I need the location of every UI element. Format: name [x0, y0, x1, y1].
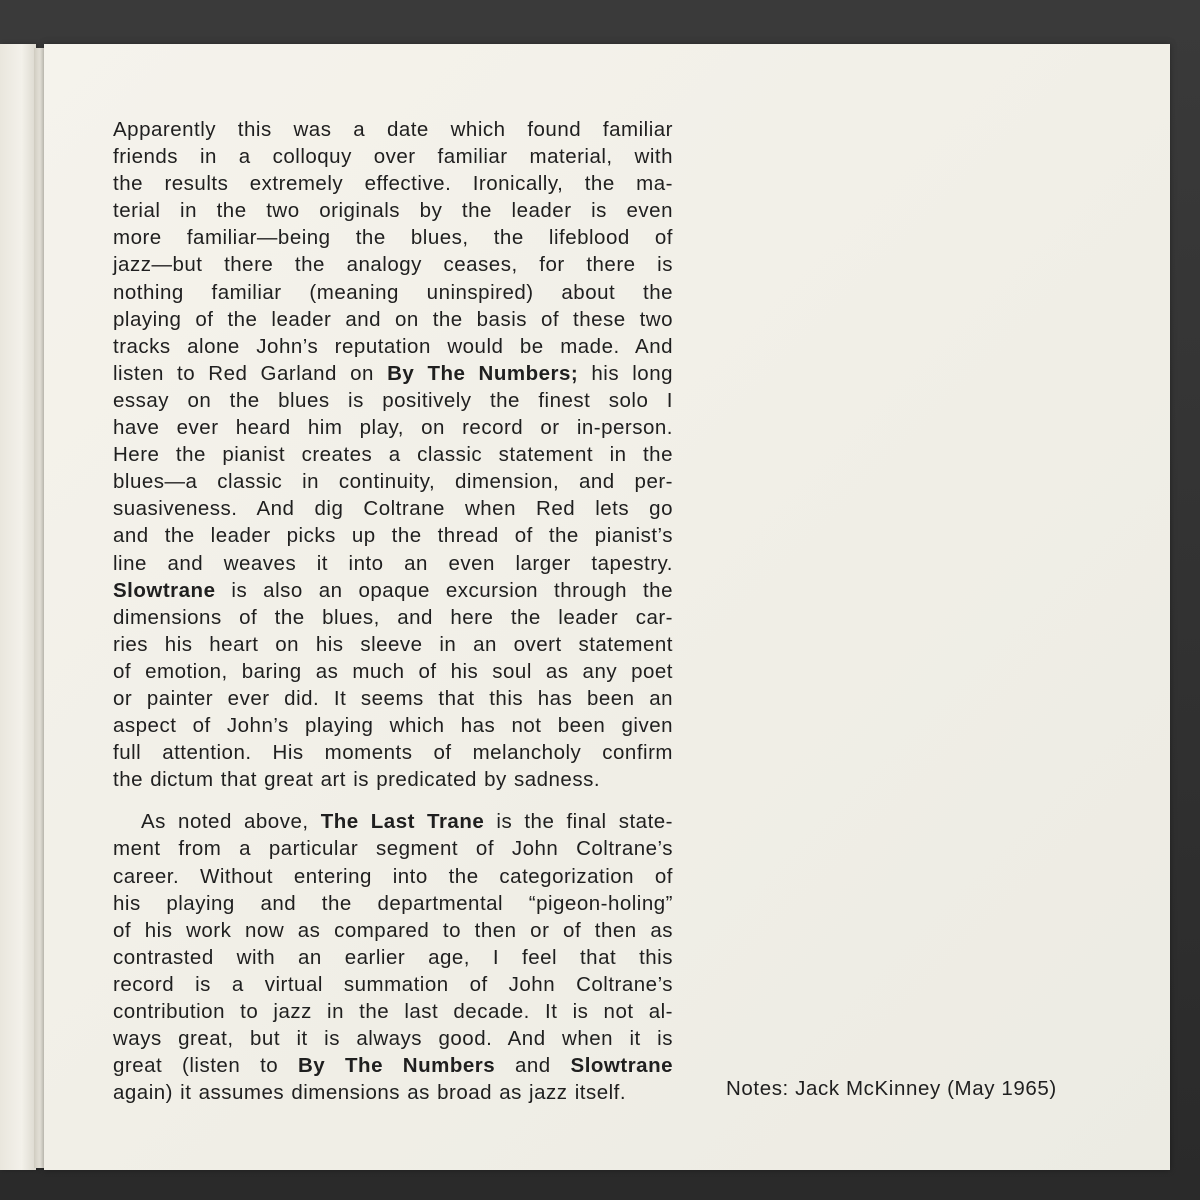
- text-line: [113, 550, 673, 577]
- text-line: [113, 495, 673, 522]
- text-segment: friends in a colloquy over familiar material, with: [113, 145, 673, 169]
- text-segment: the results extremely effective. Ironically, the ma-: [113, 172, 673, 196]
- text-segment: full attention. His moments of melancholy confirm: [113, 741, 673, 765]
- bold-title: Slowtrane: [570, 1054, 673, 1078]
- text-segment: Apparently this was a date which found familiar: [113, 118, 673, 141]
- text-line: [113, 468, 673, 495]
- text-segment: is also an opaque excursion through the: [215, 578, 673, 602]
- text-line: [113, 577, 673, 604]
- notes-credit: Notes: Jack McKinney (May 1965): [726, 1077, 1057, 1100]
- text-line: [113, 414, 673, 441]
- text-line: [113, 1025, 673, 1052]
- text-line: [113, 279, 673, 306]
- text-segment: is the final state-: [484, 810, 673, 834]
- bold-title: By The Numbers;: [387, 361, 579, 385]
- text-segment: and: [495, 1054, 571, 1078]
- text-line: [113, 522, 673, 549]
- text-segment: As noted above,: [141, 810, 321, 834]
- text-segment: have ever heard him play, on record or in-person.: [113, 416, 673, 440]
- text-segment: contribution to jazz in the last decade. It is not al-: [113, 1000, 673, 1023]
- text-segment: ries his heart on his sleeve in an overt statement: [113, 632, 673, 656]
- text-line: [113, 306, 673, 333]
- text-line: [113, 224, 673, 251]
- text-segment: line and weaves it into an even larger tapestry.: [113, 551, 673, 575]
- text-line: [113, 631, 673, 658]
- text-line: [113, 333, 673, 360]
- text-line: [113, 739, 673, 766]
- text-segment: his long: [578, 361, 674, 385]
- text-segment: playing of the leader and on the basis of these two: [113, 307, 673, 331]
- text-line: [113, 998, 673, 1025]
- liner-notes-text: [113, 116, 673, 1106]
- text-segment: his playing and the departmental “pigeon-holing”: [113, 891, 673, 915]
- text-segment: jazz—but there the analogy ceases, for there is: [113, 253, 673, 277]
- paragraph: [113, 116, 673, 793]
- text-segment: suasiveness. And dig Coltrane when Red lets go: [113, 497, 673, 521]
- text-line: [113, 441, 673, 468]
- text-line: [113, 143, 673, 170]
- text-line: [113, 360, 673, 387]
- text-segment: of emotion, baring as much of his soul as any poet: [113, 659, 673, 683]
- text-segment: and the leader picks up the thread of the pianist’s: [113, 524, 673, 548]
- text-segment: more familiar—being the blues, the lifeblood of: [113, 226, 673, 250]
- text-segment: dimensions of the blues, and here the leader car-: [113, 605, 673, 629]
- text-segment: terial in the two originals by the leader is even: [113, 199, 673, 223]
- text-segment: contrasted with an earlier age, I feel that this: [113, 945, 673, 969]
- text-segment: tracks alone John’s reputation would be made. And: [113, 334, 673, 358]
- text-segment: great (listen to: [113, 1054, 298, 1078]
- text-line: [113, 808, 673, 835]
- text-segment: of his work now as compared to then or of then as: [113, 918, 673, 942]
- text-line: [113, 685, 673, 712]
- bold-title: Slowtrane: [113, 578, 216, 602]
- text-line: [113, 604, 673, 631]
- bold-title: The Last Trane: [320, 810, 485, 834]
- text-segment: record is a virtual summation of John Coltrane’s: [113, 972, 673, 996]
- text-segment: again) it assumes dimensions as broad as jazz itself.: [113, 1081, 627, 1105]
- text-segment: the dictum that great art is predicated by sadness.: [113, 768, 601, 792]
- text-segment: or painter ever did. It seems that this has been an: [113, 686, 673, 710]
- text-line: [113, 1052, 673, 1079]
- text-line: [113, 116, 673, 143]
- text-line: [113, 917, 673, 944]
- text-line: [113, 1079, 673, 1106]
- bold-title: By The Numbers: [298, 1054, 496, 1078]
- text-line: [113, 863, 673, 890]
- text-line: [113, 658, 673, 685]
- text-segment: Here the pianist creates a classic statement in the: [113, 443, 673, 467]
- text-line: [113, 170, 673, 197]
- text-segment: ment from a particular segment of John Coltrane’s: [113, 837, 673, 861]
- text-line: [113, 944, 673, 971]
- text-segment: career. Without entering into the categorization of: [113, 864, 673, 888]
- text-line: [113, 971, 673, 998]
- text-line: [113, 712, 673, 739]
- previous-page-edge: [0, 44, 36, 1170]
- text-segment: aspect of John’s playing which has not been given: [113, 714, 673, 738]
- text-line: [113, 835, 673, 862]
- text-segment: ways great, but it is always good. And when it is: [113, 1027, 673, 1051]
- text-segment: blues—a classic in continuity, dimension, and per-: [113, 470, 673, 494]
- text-line: [113, 890, 673, 917]
- text-line: [113, 766, 673, 793]
- text-segment: essay on the blues is positively the finest solo I: [113, 388, 673, 412]
- text-segment: listen to Red Garland on: [113, 361, 388, 385]
- text-line: [113, 251, 673, 278]
- text-line: [113, 387, 673, 414]
- paragraph: [113, 808, 673, 1106]
- text-line: [113, 197, 673, 224]
- text-segment: nothing familiar (meaning uninspired) about the: [113, 280, 673, 304]
